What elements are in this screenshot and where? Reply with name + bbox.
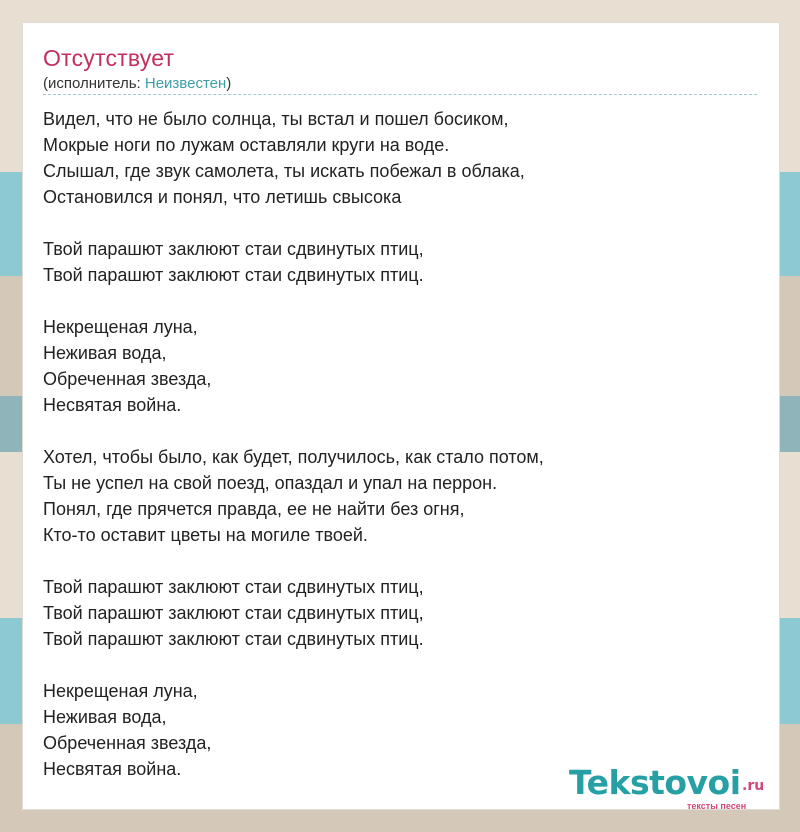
logo-tagline: тексты песен: [687, 801, 747, 811]
lyric-line: Твой парашют заклюют стаи сдвинутых птиц.: [43, 629, 424, 649]
lyric-line: Обреченная звезда,: [43, 369, 212, 389]
lyric-line: Твой парашют заклюют стаи сдвинутых птиц.: [43, 265, 424, 285]
stanza-gap: [43, 418, 544, 444]
lyric-line: Мокрые ноги по лужам оставляли круги на воде.: [43, 135, 450, 155]
lyrics-text: [43, 106, 544, 782]
lyric-line: Обреченная звезда,: [43, 733, 212, 753]
title-divider: [43, 94, 757, 95]
lyric-line: Слышал, где звук самолета, ты искать побежал в облака,: [43, 161, 525, 181]
lyrics-card: [22, 22, 780, 810]
lyric-line: Некрещеная луна,: [43, 317, 198, 337]
stanza-gap: [43, 652, 544, 678]
lyric-line: Твой парашют заклюют стаи сдвинутых птиц,: [43, 239, 424, 259]
performer-link[interactable]: Неизвестен: [144, 75, 227, 92]
site-logo[interactable]: [569, 763, 779, 809]
performer-line: [43, 75, 231, 92]
lyric-line: Несвятая война.: [43, 395, 182, 415]
lyric-line: Твой парашют заклюют стаи сдвинутых птиц,: [43, 603, 424, 623]
lyric-line: Несвятая война.: [43, 759, 182, 779]
lyric-line: Неживая вода,: [43, 707, 167, 727]
lyric-line: Кто-то оставит цветы на могиле твоей.: [43, 525, 368, 545]
lyric-line: Ты не успел на свой поезд, опаздал и упал на перрон.: [43, 473, 498, 493]
lyric-line: Хотел, чтобы было, как будет, получилось, как стало потом,: [43, 447, 544, 467]
lyric-line: Твой парашют заклюют стаи сдвинутых птиц,: [43, 577, 424, 597]
lyric-line: Некрещеная луна,: [43, 681, 198, 701]
lyric-line: Неживая вода,: [43, 343, 167, 363]
logo-domain: .ru: [742, 778, 765, 794]
logo-wordmark: Tekstovoi: [569, 763, 741, 802]
stanza-gap: [43, 288, 544, 314]
lyric-line: Остановился и понял, что летишь свысока: [43, 187, 402, 207]
performer-prefix: (исполнитель:: [43, 75, 145, 92]
lyric-line: Понял, где прячется правда, ее не найти без огня,: [43, 499, 465, 519]
performer-suffix: ): [226, 75, 232, 92]
lyric-line: Видел, что не было солнца, ты встал и пошел босиком,: [43, 109, 509, 129]
stanza-gap: [43, 548, 544, 574]
stanza-gap: [43, 210, 544, 236]
song-title: Отсутствует: [43, 45, 175, 71]
